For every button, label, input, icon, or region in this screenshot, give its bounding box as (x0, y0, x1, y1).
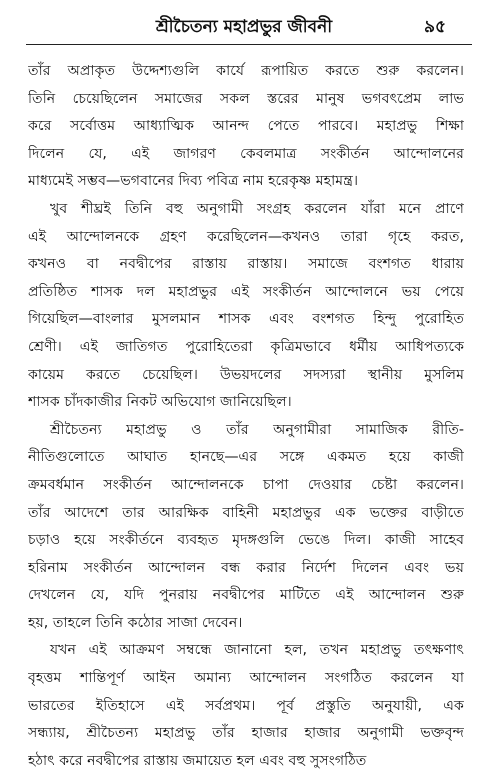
text-line: তাঁর অপ্রাকৃত উদ্দেশ্যগুলি কার্যে রূপায়িত করতে শুরু করলেন। (28, 63, 464, 79)
body-text (28, 58, 464, 775)
text-line: কখনও বা নবদ্বীপের রাস্তায় রাস্তায়। সমাজে বংশগত ধারায় (28, 256, 464, 273)
text-line: যখন এই আক্রমণ সম্বন্ধে জানানো হল, তখন মহাপ্রভু তৎক্ষণাৎ (50, 642, 464, 659)
paragraph-1 (28, 58, 464, 196)
text-line: নীতিগুলোতে আঘাত হানছে—এর সঙ্গে একমত হয়ে কাজী (28, 449, 464, 466)
text-line: শাসক চাঁদকাজীর নিকট অভিযোগ জানিয়েছিল। (28, 394, 292, 411)
paragraph-2 (28, 196, 464, 417)
text-line: হরিনাম সংকীর্তন আন্দোলন বন্ধ করার নির্দেশ দিলেন এবং ভয় (28, 559, 464, 576)
text-line: হঠাৎ করে নবদ্বীপের রাস্তায় জমায়েত হল এবং বহু সুসংগঠিত (28, 752, 367, 769)
page-number: ৯৫ (423, 17, 446, 37)
text-line: করে সর্বোত্তম আধ্যাত্মিক আনন্দ পেতে পারবে। মহাপ্রভু শিক্ষা (28, 118, 464, 135)
page-title: শ্রীচৈতন্য মহাপ্রভুর জীবনী (155, 17, 333, 37)
text-line: চড়াও হয়ে সংকীর্তনে ব্যবহৃত মৃদঙ্গগুলি ভেঙে দিল। কাজী সাহেব (28, 532, 464, 549)
text-line: তিনি চেয়েছিলেন সমাজের সকল স্তরের মানুষ ভগবৎপ্রেম লাভ (28, 90, 464, 107)
text-line: সন্ধ্যায়, শ্রীচৈতন্য মহাপ্রভু তাঁর হাজার হাজার অনুগামী ভক্তবৃন্দ (28, 725, 464, 742)
text-line: হয়, তাহলে তিনি কঠোর সাজা দেবেন। (28, 614, 243, 631)
text-line: দিলেন যে, এই জাগরণ কেবলমাত্র সংকীর্তন আন্দোলনের (28, 145, 464, 162)
text-line: দেখলেন যে, যদি পুনরায় নবদ্বীপের মাটিতে এই আন্দোলন শুরু (28, 587, 464, 604)
text-line: এই আন্দোলনকে গ্রহণ করেছিলেন—কখনও তারা গৃহে করত, (28, 228, 464, 245)
text-line: কায়েম করতে চেয়েছিল। উভয়দলের সদস্যরা স্থানীয় মুসলিম (28, 366, 464, 383)
text-line: ক্রমবর্ধমান সংকীর্তন আন্দোলনকে চাপা দেওয়ার চেষ্টা করলেন। (28, 476, 464, 493)
header-divider (26, 44, 472, 45)
text-line: তাঁর আদেশে তার আরক্ষিক বাহিনী মহাপ্রভুর এক ভক্তের বাড়ীতে (28, 504, 464, 521)
paragraph-3 (28, 417, 464, 638)
text-line: শ্রীচৈতন্য মহাপ্রভু ও তাঁর অনুগামীরা সামাজিক রীতি- (50, 421, 464, 438)
text-line: খুব শীঘ্রই তিনি বহু অনুগামী সংগ্রহ করলেন যাঁরা মনে প্রাণে (50, 200, 464, 217)
running-header (0, 14, 488, 44)
text-line: প্রতিষ্ঠিত শাসক দল মহাপ্রভুর এই সংকীর্তন আন্দোলনে ভয় পেয়ে (28, 283, 464, 300)
text-line: ভারতের ইতিহাসে এই সর্বপ্রথম। পূর্ব প্রস্তুতি অনুযায়ী, এক (28, 697, 464, 714)
text-line: গিয়েছিল—বাংলার মুসলমান শাসক এবং বংশগত হিন্দু পুরোহিত (28, 311, 464, 328)
text-line: শ্রেণী। এই জাতিগত পুরোহিতেরা কৃত্রিমভাবে ধর্মীয় আধিপত্যকে (28, 338, 464, 355)
text-line: মাধ্যমেই সম্ভব—ভগবানের দিব্য পবিত্র নাম হরেকৃষ্ণ মহামন্ত্র। (28, 173, 359, 190)
text-line: বৃহত্তম শান্তিপূর্ণ আইন অমান্য আন্দোলন সংগঠিত করলেন যা (28, 670, 464, 687)
paragraph-4 (28, 637, 464, 775)
